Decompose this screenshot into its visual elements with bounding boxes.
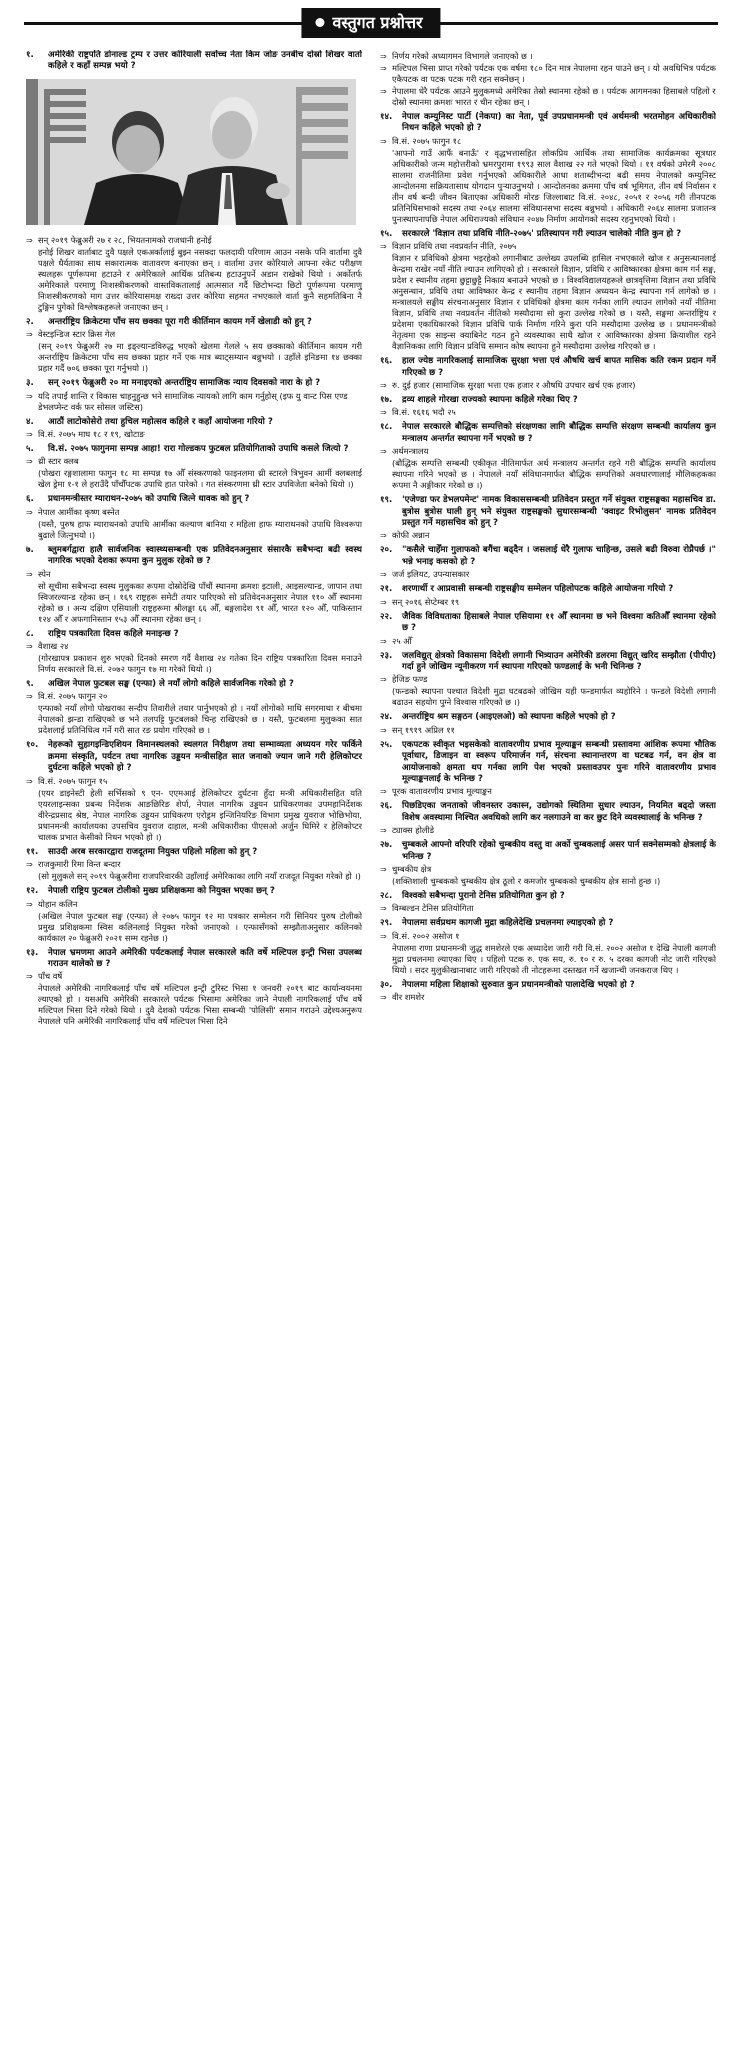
question-item bbox=[26, 948, 362, 1028]
question-item bbox=[380, 840, 716, 887]
question-text: एकपटक स्वीकृत भइसकेको वातावरणीय प्रभाव मूल्याङ्कन सम्बन्धी प्रस्तावमा आंशिक रूपमा भौतिक पूर्वाधार, डिजाइन वा स्वरूप परिमार्जन गर्न, संरचना स्थानान्तरण वा घटबढ गर्न, वन क्षेत्र वा आयोजनाको क्षमता थप गर्नका लागि पेश भएको प्रस्तावउपर पुनः गरिने वातावरणीय प्रभाव मूल्याङ्कनलाई के भनिन्छ ? bbox=[402, 739, 716, 784]
question-text: नेपाल कम्युनिस्ट पार्टी (नेकपा) का नेता, पूर्व उपप्रधानमन्त्री एवं अर्थमन्त्री भरतमोहन अधिकारीको निधन कहिले भएको हो ? bbox=[402, 112, 716, 134]
question-line bbox=[26, 679, 362, 690]
arrow-icon: ⇒ bbox=[26, 569, 33, 579]
answer-note: (सन् २०१९ फेब्रुअरी २७ मा इङ्ल्यान्डविरुद्ध भएको खेलमा गेलले ५ सय छक्काको कीर्तिमान कायम गरी अन्तर्राष्ट्रिय क्रिकेटमा पाँच सय छक्का प्रहार गर्ने एक मात्र ब्याट्सम्यान बन्नुभयो । उहाँले इनिङमा १४ छक्का प्रहार गर्दै ७०६ छक्का पूरा गर्नुभयो ।) bbox=[38, 341, 362, 374]
arrow-icon: ⇒ bbox=[380, 904, 387, 914]
arrow-icon: ⇒ bbox=[380, 87, 387, 96]
arrow-icon: ⇒ bbox=[26, 860, 33, 870]
question-line bbox=[26, 378, 362, 389]
question-line bbox=[26, 847, 362, 858]
question-text: वि.सं. २०७५ फागुनमा सम्पन्न आहा! रारा गोल्डकप फुटबल प्रतियोगिताको उपाधि कसले जित्यो ? bbox=[48, 444, 349, 455]
question-number: २८. bbox=[380, 890, 393, 901]
arrow-icon: ⇒ bbox=[380, 136, 387, 146]
question-item bbox=[26, 417, 362, 440]
question-line bbox=[380, 801, 716, 824]
question-item bbox=[380, 495, 716, 541]
question-line bbox=[26, 948, 362, 971]
question-line bbox=[26, 444, 362, 455]
question-text: प्रधानमन्त्रीस्तर म्याराथन-२०७५ को उपाधि जित्ने धावक को हुन् ? bbox=[48, 494, 250, 505]
arrow-icon: ⇒ bbox=[26, 430, 33, 440]
answer-note: (बौद्धिक सम्पत्ति सम्बन्धी एकीकृत नीतिमार्फत अर्थ मन्त्रालय अन्तर्गत रहने गरी बौद्धिक सम्पत्ति कार्यालय स्थापना गरिने भएको छ । नेपालले नयाँ संविधानमार्फत बौद्धिक सम्पत्तिको अवधारणालाई मौलिकहकका रूपमा नै अङ्गीकार गरेको छ ।) bbox=[392, 458, 716, 491]
question-item bbox=[380, 980, 716, 1003]
question-number: २७. bbox=[380, 840, 393, 851]
answer-text: ट्याक्स होलीडे bbox=[392, 825, 435, 836]
question-number: १६. bbox=[380, 356, 393, 367]
question-line bbox=[26, 494, 362, 505]
bullet-icon bbox=[315, 18, 324, 27]
question-line bbox=[26, 317, 362, 328]
question-number: २२. bbox=[380, 611, 393, 622]
answer-line bbox=[380, 530, 716, 541]
right-column bbox=[380, 50, 716, 2046]
question-item bbox=[26, 494, 362, 540]
question-line bbox=[380, 740, 716, 786]
answer-line bbox=[380, 569, 716, 580]
continued-note bbox=[380, 51, 716, 62]
answer-line bbox=[380, 446, 716, 457]
answer-text: २५ औँ bbox=[392, 635, 412, 646]
arrow-icon: ⇒ bbox=[26, 972, 33, 982]
arrow-icon: ⇒ bbox=[380, 531, 387, 541]
question-number: ९. bbox=[26, 679, 34, 690]
answer-text: थ्री स्टार क्लब bbox=[38, 456, 79, 467]
question-line bbox=[26, 629, 362, 640]
question-number: २९. bbox=[380, 918, 393, 929]
question-text: नेहरूको सुहागइन्डिएशियन विमानस्थलको स्थलगत निरीक्षण तथा सम्भाव्यता अध्ययन गरेर फर्किने क्रममा संस्कृति, पर्यटन तथा नागरिक उड्डयन मन्त्रीसहित सात जनाको ज्यान जाने गरी हेलिकोप्टर दुर्घटना कहिले भएको हो ? bbox=[48, 740, 362, 774]
arrow-icon: ⇒ bbox=[26, 507, 33, 517]
arrow-icon: ⇒ bbox=[380, 787, 387, 797]
question-line bbox=[26, 417, 362, 428]
question-line bbox=[26, 545, 362, 568]
answer-text: वि.सं. २०७५ फागुन २० bbox=[38, 691, 108, 702]
question-line bbox=[380, 840, 716, 863]
answer-note: (पोखरा रङ्गशालामा फागुन १८ मा सम्पन्न १७ औँ संस्करणको फाइनलमा थ्री स्टारले त्रिभुवन आर्मी क्लबलाई खेल ड्रेमा १-१ ले हराउँदै पाँचौँपटक उपाधि हात पारेको । गत संस्करणमा थ्री स्टार उपविजेता बनेको थियो ।) bbox=[38, 468, 362, 490]
question-line bbox=[380, 495, 716, 529]
answer-text: वि.सं. २०७५ माघ १८ र १९, खोटाङ bbox=[38, 429, 145, 440]
question-line bbox=[380, 612, 716, 635]
arrow-icon: ⇒ bbox=[26, 391, 33, 401]
question-text: आठौं लाटोकोसेरो तथा हुचिल महोत्सव कहिले र कहाँ आयोजना गरियो ? bbox=[48, 416, 273, 427]
question-item bbox=[380, 422, 716, 491]
left-column bbox=[26, 50, 362, 2046]
question-item bbox=[380, 612, 716, 647]
arrow-icon: ⇒ bbox=[26, 899, 33, 909]
question-item bbox=[26, 50, 362, 313]
question-item bbox=[26, 886, 362, 943]
question-text: 'एजेण्डा फर डेभलपमेन्ट' नामक विकाससम्बन्धी प्रतिवेदन प्रस्तुत गर्ने संयुक्त राष्ट्रसङ्घका महासचिव डा. बुत्रोस बुत्रोस घाली हुन् भने संयुक्त राष्ट्रसङ्घको सुधारसम्बन्धी 'क्वाइट रिभोलुसन' नामक प्रतिवेदन प्रस्तुत गर्ने महासचिव को हुन् ? bbox=[402, 495, 716, 529]
answer-line bbox=[380, 674, 716, 685]
question-item bbox=[26, 679, 362, 736]
answer-text: योहान कलिन bbox=[38, 898, 78, 909]
answer-note: (फन्डको स्थापना पश्चात विदेशी मुद्रा घटबढको जोखिम यही फन्डमार्फत व्यहोरिने । फन्डले विदेशी लगानी बढाउन सहयोग पुग्ने विश्वास गरिएको छ ।) bbox=[392, 686, 716, 708]
question-number: ५. bbox=[26, 444, 34, 455]
arrow-icon: ⇒ bbox=[380, 570, 387, 580]
answer-note: सो सूचीमा सबैभन्दा स्वस्थ मुलुकका रूपमा दोस्रोदेखि पाँचौं स्थानमा क्रमशः इटाली, आइसल्यान्ड, जापान तथा स्विजरल्यान्ड रहेका छन् । १६९ राष्ट्रहरू समेटी तयार पारिएको सो प्रतिवेदनअनुसार नेपाल ११० औँ स्थानमा रहेको छ । अन्य दक्षिण एसियाली राष्ट्रहरूमा श्रीलङ्का ६६ औँ, बङ्गलादेश ९१ औँ, भारत १२० औँ, पाकिस्तान १२४ औँ र अफगानिस्तान १५३ औँ स्थानमा रहेका छन् । bbox=[38, 580, 362, 624]
answer-line bbox=[380, 380, 716, 391]
question-line bbox=[380, 356, 716, 379]
columns bbox=[26, 50, 716, 2046]
question-text: साउदी अरब सरकारद्वारा राजदूतमा नियुक्त पहिलो महिला को हुन् ? bbox=[48, 846, 258, 857]
answer-text: यदि तपाईं शान्ति र विकास चाहनुहुन्छ भने सामाजिक न्यायको लागि काम गर्नुहोस् (इफ यु वान्ट पिस एण्ड डेभलप्मेन्ट वर्क फर सोसल जस्टिस) bbox=[38, 390, 348, 412]
answer-line bbox=[26, 456, 362, 467]
question-number: २१. bbox=[380, 584, 393, 595]
question-item bbox=[26, 740, 362, 842]
answer-line bbox=[26, 641, 362, 652]
question-text: जलविद्युत् क्षेत्रको विकासमा विदेशी लगानी भित्र्याउन अमेरिकी डलरमा विद्युत् खरिद सम्झौता (पीपीए) गर्दा हुने जोखिम न्यूनीकरण गर्न स्थापना गरिएको फण्डलाई के भनी चिनिन्छ ? bbox=[402, 650, 716, 672]
answer-note: (सो मुलुकले सन् २०१९ फेब्रुअरीमा राजपरिवारकी उहाँलाई अमेरिकाका लागि नयाँ राजदूत नियुक्त गरेको हो ।) bbox=[38, 871, 361, 882]
question-item bbox=[380, 712, 716, 735]
question-item bbox=[380, 545, 716, 580]
question-item bbox=[380, 740, 716, 798]
answer-note: विज्ञान र प्रविधिको क्षेत्रमा भइरहेको लगानीबाट उल्लेख्य उपलब्धि हासिल नभएकाले खोज र अनुसन्धानलाई केन्द्रमा राखेर नयाँ नीति ल्याउन लागिएको हो । सरकारले विज्ञान, प्रविधि र आविष्कारका क्षेत्रमा काम गर्न सङ्घ, प्रदेश र स्थानीय तहमा छुट्टाछुट्टै निकाय बनाउने भएको छ । विश्वविद्यालयहरूले छात्रवृत्तिमा विज्ञान तथा प्रविधि अनुसन्धान, प्रविधि तथा आविष्कार केन्द्र र स्थानीय तहमा विज्ञान अध्ययन केन्द्र स्थापना गर्न लागेको छ । मन्त्रालयले सङ्घीय संरचनाअनुसार विज्ञान र प्रविधिको क्षेत्रमा काम गर्नका लागि ल्याउन लागेको नयाँ नीतिमा विज्ञान, प्रविधि तथा नवप्रवर्तन नीतिको मस्यौदामा सो कुरा उल्लेख गरेको छ । यस्तै, सङ्घमा अन्तर्राष्ट्रिय र प्रदेशमा एकाधिकारको विज्ञान प्रविधि पार्क निर्माण गरिने कुरा पनि मस्यौदामा उल्लेख छ । प्रधानमन्त्रीको नेतृत्वमा एक साइन्स क्याबिनेट गठन हुने व्यवस्थाका साथै खोज र आविष्कारका क्षेत्रमा क्रियाशील रहने वैज्ञानिकका लागि विज्ञान प्रविधि सम्मान कोष स्थापना हुने मस्यौदामा उल्लेख गरिएको छ । bbox=[392, 253, 716, 352]
header-title-box bbox=[301, 8, 440, 38]
question-text: नेपालमा महिला शिक्षाको सुरुवात कुन प्रधानमन्त्रीको पालादेखि भएको हो ? bbox=[402, 979, 635, 990]
question-text: सरकारले 'विज्ञान तथा प्रविधि नीति-२०७५' प्रतिस्थापन गरी ल्याउन चालेको नीति कुन हो ? bbox=[402, 228, 682, 239]
answer-line bbox=[380, 825, 716, 836]
question-number: १३. bbox=[26, 947, 39, 958]
answer-line bbox=[380, 903, 716, 914]
answer-note: 'आफ्नो गाउँ आफैं बनाऊँ' र वृद्धभत्तासहित लोकप्रिय आर्थिक तथा सामाजिक कार्यक्रमका सूत्रधार अधिकारीको जन्म महोत्तरीको भ्रमरपुरामा १९९३ साल वैशाख २२ गते भएको थियो । ११ वर्षको उमेरमै २००८ सालमा राजनीतिमा प्रवेश गर्नुभएको अधिकारीले आधा शताब्दीभन्दा बढी समय नेपालको कम्युनिस्ट आन्दोलनमा सक्रियतासाथ योगदान पुऱ्याउनुभयो । आन्दोलनका क्रममा पाँच वर्ष भूमिगत, तीन वर्ष निर्वासन र तीन वर्ष बन्दी जीवन बिताएका अधिकारी मोरङ जिल्लाबाट वि.सं. २०४८, २०५१ र २०५६ गरी तीनपटक प्रतिनिधिसभाको सदस्य तथा २०६४ सालमा संविधानसभा सदस्य बन्नुभयो । अधिकारी २०६४ सालमा प्रजातन्त्र पुनःस्थापनापछि नेपाल अधिराज्यको संविधान २०४७ निर्माण आयोगको सदस्य रहनुभएको थियो । bbox=[392, 147, 716, 224]
question-line bbox=[380, 651, 716, 674]
answer-text: चुम्बकीय क्षेत्र bbox=[392, 863, 432, 874]
answer-text: अर्थमन्त्रालय bbox=[392, 446, 429, 457]
question-line bbox=[380, 980, 716, 991]
answer-line bbox=[26, 235, 362, 246]
question-line bbox=[26, 740, 362, 774]
question-number: १९. bbox=[380, 495, 393, 506]
answer-text: वीर शमशेर bbox=[392, 992, 425, 1003]
question-number: १४. bbox=[380, 112, 393, 122]
question-item bbox=[380, 584, 716, 607]
arrow-icon: ⇒ bbox=[26, 235, 33, 245]
question-number: १८. bbox=[380, 422, 393, 433]
question-text: नेपाली राष्ट्रिय फुटबल टोलीको मुख्य प्रशिक्षकमा को नियुक्त भएका छन् ? bbox=[48, 886, 275, 897]
header-title: वस्तुगत प्रश्नोत्तर bbox=[332, 13, 423, 32]
answer-text: वि.सं. २०७५ फागुन १५ bbox=[38, 775, 108, 786]
question-number: १२. bbox=[26, 886, 39, 897]
answer-note: हनोई शिखर वार्ताबाट दुवै पक्षले एकअर्कालाई बुझ्न नसक्दा फलदायी परिणाम आउन नसके पनि वार्तामा दुवै पक्षले धैर्यताका साथ सकारात्मक वातावरण बनाएका छन् । वार्तामा उत्तर कोरियाले आफ्ना रकेट परीक्षण स्थलहरू पूर्णरूपमा हटाउने र अमेरिकाले आर्थिक प्रतिबन्ध हटाउनुपर्ने अडान राखेको थियो । अर्कोतर्फ अमेरिकाले परमाणु निःशस्त्रीकरणको वास्तविकतालाई आत्मसात गर्दै छिटोभन्दा छिटो पूर्णरूपमा परमाणु निःशस्त्रीकरणको माग उत्तर कोरियासमक्ष राख्दा उत्तर कोरिया सहमत नभएकाले वार्ता कुनै सहमतिबिना नै टुङ्गिन पुगेको विश्लेषकहरूले जनाएका छन् । bbox=[38, 246, 362, 312]
answer-line bbox=[380, 725, 716, 736]
answer-line bbox=[380, 864, 716, 875]
answer-line bbox=[26, 391, 362, 413]
answer-line bbox=[26, 859, 362, 870]
arrow-icon: ⇒ bbox=[26, 457, 33, 467]
answer-text: वि.सं. २०७५ फागुन १८ bbox=[392, 135, 462, 146]
answer-line bbox=[380, 636, 716, 647]
answer-text: सन् २०१९ फेब्रुअरी २७ र २८, भियतनामको राजधानी हनोई bbox=[38, 234, 212, 245]
answer-note: नेपालले अमेरिकी नागरिकलाई पाँच वर्षे मल्टिपल इन्ट्री टुरिस्ट भिसा १ जनवरी २०१९ बाट कार्यान्वयनमा ल्याएको हो । यसअघि अमेरिकी सरकारले पर्यटक भिसामा अमेरिका जाने नेपाली नागरिकलाई पाँच वर्षे मल्टिपल भिसा दिने गरेको थियो । दुवै देशको पर्यटक भिसा सम्बन्धी 'पोलिसी' समान गराउने उद्देश्यअनुरूप नेपालले पनि अमेरिकी नागरिकलाई पाँच वर्षे मल्टिपल भिसा दिने bbox=[38, 983, 362, 1027]
answer-line bbox=[26, 691, 362, 702]
answer-line bbox=[26, 971, 362, 982]
answer-text: नेपाल आर्मीका कृष्ण बस्नेत bbox=[38, 506, 120, 517]
question-line bbox=[26, 50, 362, 73]
arrow-icon: ⇒ bbox=[380, 447, 387, 457]
question-line bbox=[380, 112, 716, 135]
continued-note-text: निर्णय गरेको अध्यागमन विभागले जनाएको छ । bbox=[392, 51, 533, 61]
arrow-icon: ⇒ bbox=[380, 993, 387, 1003]
arrow-icon: ⇒ bbox=[380, 597, 387, 607]
arrow-icon: ⇒ bbox=[380, 931, 387, 941]
question-text: अखिल नेपाल फुटबल सङ्घ (एन्फा) ले नयाँ लोगो कहिले सार्वजनिक गरेको हो ? bbox=[48, 679, 294, 690]
question-number: ४. bbox=[26, 416, 34, 427]
question-number: २०. bbox=[380, 545, 393, 556]
question-number: १. bbox=[26, 50, 34, 60]
arrow-icon: ⇒ bbox=[380, 725, 387, 735]
question-text: राष्ट्रिय पत्रकारिता दिवस कहिले मनाइन्छ ? bbox=[48, 628, 179, 639]
arrow-icon: ⇒ bbox=[380, 64, 387, 73]
answer-note: एन्फाको नयाँ लोगो पोखराका सन्दीप तिवारीले तयार पार्नुभएको हो । नयाँ लोगोको माथि सगरमाथा र बीचमा नेपालको झन्डा राखिएको छ भने तलपट्टि फुटबलको चिन्ह राखिएको छ । यस्तै, फुटबलमा मुलुकका सात प्रदेशलाई प्रतिनिधित्व गर्ने गरी सात रङ प्रयोग गरिएको छ । bbox=[38, 703, 362, 736]
question-number: ६. bbox=[26, 494, 34, 505]
arrow-icon: ⇒ bbox=[380, 675, 387, 685]
question-text: शरणार्थी र आप्रवासी सम्बन्धी राष्ट्रसङ्घीय सम्मेलन पहिलोपटक कहिले आयोजना गरियो ? bbox=[402, 584, 674, 595]
answer-line bbox=[26, 569, 362, 580]
answer-line bbox=[380, 241, 716, 252]
answer-text: पूरक वातावरणीय प्रभाव मूल्याङ्कन bbox=[392, 786, 492, 797]
arrow-icon: ⇒ bbox=[380, 381, 387, 391]
answer-line bbox=[380, 407, 716, 418]
arrow-icon: ⇒ bbox=[380, 826, 387, 836]
arrow-icon: ⇒ bbox=[380, 52, 387, 61]
news-photo bbox=[26, 79, 356, 225]
question-item bbox=[380, 395, 716, 418]
answer-line bbox=[26, 776, 362, 787]
question-item bbox=[380, 112, 716, 225]
question-number: १५. bbox=[380, 228, 393, 239]
question-number: १७. bbox=[380, 395, 393, 406]
continued-note-text: मल्टिपल भिसा प्राप्त गरेको पर्यटक एक वर्षमा १८० दिन मात्र नेपालमा रहन पाउने छन् । यो अवधिभित्र पर्यटक एकैपटक वा पटक पटक गरी रहन सक्नेछन् । bbox=[392, 63, 716, 84]
question-item bbox=[380, 891, 716, 914]
arrow-icon: ⇒ bbox=[26, 642, 33, 652]
answer-note: नेपालमा राणा प्रधानमन्त्री जुद्ध शमशेरले एक अध्यादेश जारी गरी वि.सं. २००२ असोज १ देखि नेपाली कागजी मुद्रा प्रचलनमा ल्याएका थिए । पहिलो पटक रु. एक सय, रु. १० र रु. ५ दरका कागजी नोट जारी गरिएको थियो । सदर मुलुकीखानाबाट जारी गरिएको ती नोटहरूमा दस्तखत गर्ने खजान्ची जनकराज थिए । bbox=[392, 942, 716, 975]
answer-note: (गोरखापत्र प्रकाशन शुरु भएको दिनको स्मरण गर्दै वैशाख २४ गतेका दिन राष्ट्रिय पत्रकारिता दिवस मनाउने निर्णय सरकारले वि.सं. २०७२ फागुन १७ मा गरेको थियो ।) bbox=[38, 653, 362, 675]
answer-line bbox=[380, 597, 716, 608]
question-item bbox=[380, 229, 716, 352]
answer-text: सन् १९१९ अप्रिल ११ bbox=[392, 724, 455, 735]
question-number: ११. bbox=[26, 846, 39, 857]
question-item bbox=[26, 629, 362, 675]
arrow-icon: ⇒ bbox=[380, 864, 387, 874]
arrow-icon: ⇒ bbox=[26, 776, 33, 786]
question-number: ३०. bbox=[380, 979, 393, 990]
arrow-icon: ⇒ bbox=[26, 692, 33, 702]
question-item bbox=[26, 317, 362, 374]
question-number: ७. bbox=[26, 544, 34, 555]
question-line bbox=[26, 886, 362, 897]
question-number: ८. bbox=[26, 628, 34, 639]
question-text: सन् २०१९ फेब्रुअरी २० मा मनाइएको अन्तर्राष्ट्रिय सामाजिक न्याय दिवसको नारा के हो ? bbox=[48, 378, 321, 389]
answer-note: (शक्तिशाली चुम्बकको चुम्बकीय क्षेत्र ठूलो र कमजोर चुम्बकको चुम्बकीय क्षेत्र सानो हुन्छ ।) bbox=[392, 875, 661, 886]
answer-line bbox=[380, 931, 716, 942]
question-item bbox=[26, 378, 362, 412]
question-text: नेपालमा सर्वप्रथम कागजी मुद्रा कहिलेदेखि प्रचलनमा ल्याइएको हो ? bbox=[402, 918, 614, 929]
continued-note bbox=[380, 86, 716, 108]
answer-line bbox=[26, 899, 362, 910]
continued-note-text: नेपालमा धेरै पर्यटक आउने मुलुकमध्ये अमेरिका तेस्रो स्थानमा रहेको छ । पर्यटक आगमनका हिसाबले पहिलो र दोस्रो स्थानमा क्रमशः भारत र चीन रहेका छन् । bbox=[392, 86, 716, 107]
question-item bbox=[26, 545, 362, 625]
question-text: जैविक विविधताका हिसाबले नेपाल एसियामा ११ औँ स्थानमा छ भने विश्वमा कतिऔँ स्थानमा रहेको छ ? bbox=[402, 611, 716, 634]
question-line bbox=[380, 918, 716, 929]
question-text: अन्तर्राष्ट्रिय श्रम सङ्गठन (आइएलओ) को स्थापना कहिले भएको हो ? bbox=[402, 712, 616, 723]
question-text: नेपाल सरकारले बौद्धिक सम्पत्तिको संरक्षणका लागि बौद्धिक सम्पत्ति संरक्षण सम्बन्धी कार्यालय कुन मन्त्रालय अन्तर्गत स्थापना गर्ने भएको छ ? bbox=[402, 422, 716, 444]
photo-two-leaders-icon bbox=[26, 79, 356, 225]
question-number: २४. bbox=[380, 712, 393, 723]
answer-text: वेस्टइन्डिज स्टार क्रिस गेल bbox=[38, 329, 116, 340]
answer-note: (अखिल नेपाल फुटबल सङ्घ (एन्फा) ले २०७५ फागुन १२ मा पत्रकार सम्मेलन गरी सिनियर पुरुष टोलीको प्रमुख प्रशिक्षकमा स्विस कलिनलाई नियुक्त गरेको जनाएको । एन्फासँगको सम्झौताअनुसार कलिनको कार्यकाल २० फेब्रुअरी २०२१ सम्म रहनेछ ।) bbox=[38, 910, 362, 943]
question-number: १०. bbox=[26, 740, 39, 751]
answer-line bbox=[26, 329, 362, 340]
question-item bbox=[380, 651, 716, 709]
answer-line bbox=[26, 429, 362, 440]
arrow-icon: ⇒ bbox=[380, 242, 387, 252]
arrow-icon: ⇒ bbox=[380, 636, 387, 646]
answer-text: रु. दुई हजार (सामाजिक सुरक्षा भत्ता एक हजार र औषधि उपचार खर्च एक हजार) bbox=[392, 380, 636, 391]
question-text: नेपाल भ्रमणमा आउने अमेरिकी पर्यटकलाई नेपाल सरकारले कति वर्षे मल्टिपल इन्ट्री भिसा उपलब्ध गराउन थालेको छ ? bbox=[48, 947, 362, 969]
question-text: विश्वको सबैभन्दा पुरानो टेनिस प्रतियोगिता कुन हो ? bbox=[402, 890, 565, 901]
section-header bbox=[24, 8, 718, 38]
question-line bbox=[380, 545, 716, 568]
answer-note: (यस्तै, पुरुष हाफ म्याराथनको उपाधि आर्मीका कल्याण बानिया र महिला हाफ म्याराथनको उपाधि विश्वरूपा बुढाले जित्नुभयो ।) bbox=[38, 518, 362, 540]
answer-text: जर्ज इलियट, उपन्यासकार bbox=[392, 569, 470, 580]
question-number: ३. bbox=[26, 378, 34, 389]
arrow-icon: ⇒ bbox=[26, 330, 33, 340]
answer-text: वि.सं. १६१६ भदौ २५ bbox=[392, 407, 456, 418]
question-item bbox=[26, 847, 362, 882]
answer-line bbox=[380, 992, 716, 1003]
answer-text: स्पेन bbox=[38, 568, 51, 579]
answer-text: कोफी अन्नान bbox=[392, 530, 430, 541]
arrow-icon: ⇒ bbox=[380, 408, 387, 418]
question-line bbox=[380, 891, 716, 902]
question-text: हाल ज्येष्ठ नागरिकलाई सामाजिक सुरक्षा भत्ता एवं औषधि खर्च बापत मासिक कति रकम प्रदान गर्ने गरिएको छ ? bbox=[402, 356, 716, 378]
answer-text: पाँच वर्षे bbox=[38, 971, 63, 982]
question-number: २५. bbox=[380, 739, 393, 750]
question-text: द्रव्य शाहले गोरखा राज्यको स्थापना कहिले गरेका थिए ? bbox=[402, 395, 578, 406]
question-line bbox=[380, 712, 716, 723]
answer-text: सन् २०१६ सेप्टेम्बर १९ bbox=[392, 596, 460, 607]
answer-text: राजकुमारी रिमा विन्त बन्दार bbox=[38, 859, 121, 870]
question-item bbox=[380, 356, 716, 391]
question-number: २६. bbox=[380, 801, 393, 812]
question-item bbox=[380, 801, 716, 836]
question-text: चुम्बकले आफ्नो वरिपरि रहेको चुम्बकीय वस्तु वा अर्को चुम्बकलाई असर पार्न सक्नेसम्मको क्षेत्रलाई के भनिन्छ ? bbox=[402, 840, 716, 862]
answer-text: विज्ञान प्रविधि तथा नवप्रवर्तन नीति, २०७५ bbox=[392, 241, 517, 252]
question-text: ब्लुमबर्गद्वारा हालै सार्वजनिक स्वास्थ्यसम्बन्धी एक प्रतिवेदनअनुसार संसारकै सबैभन्दा बढी स्वस्थ नागरिक भएको देशका रूपमा कुन मुलुक रहेको छ ? bbox=[48, 544, 362, 567]
question-line bbox=[380, 395, 716, 406]
answer-text: वि.सं. २००२ असोज १ bbox=[392, 930, 460, 941]
answer-text: वैशाख २४ bbox=[38, 641, 69, 652]
question-line bbox=[380, 584, 716, 595]
question-text: अमेरिकी राष्ट्रपति डोनाल्ड ट्रम्प र उत्तर कोरियाली सर्वोच्च नेता किम जोङ उनबीच दोस्रो शिखर वार्ता कहिले र कहाँ सम्पन्न भयो ? bbox=[48, 50, 362, 72]
question-number: २३. bbox=[380, 650, 393, 661]
question-line bbox=[380, 422, 716, 445]
question-item bbox=[380, 918, 716, 975]
question-line bbox=[380, 229, 716, 240]
answer-text: विम्बल्डन टेनिस प्रतियोगिता bbox=[392, 903, 474, 914]
question-text: पिछडिएका जनताको जीवनस्तर उकास्न, उद्योगको स्थितिमा सुधार ल्याउन, नियमित बढ्दो जस्ता विशेष अवस्थामा निश्चित अवधिको लागि कर नलगाउने वा कर छुट दिने व्यवस्थालाई के भनिन्छ ? bbox=[402, 801, 716, 823]
answer-line bbox=[26, 507, 362, 518]
answer-note: (एयर डाइनेस्टी हेली सर्भिसको ९ एन- एएमआई हेलिकोप्टर दुर्घटना हुँदा मन्त्री अधिकारीसहित यति एयरलाइन्सका प्रबन्ध निर्देशक आङछिरिङ शेर्पा, नेपाल नागरिक उड्डयन प्राधिकरणका उपमहानिर्देशक वीरेन्द्रप्रसाद श्रेष्ठ, नेपाल नागरिक उड्डयन प्राधिकरण एरोड्रम इन्जिनियरिङ विभाग प्रमुख युवराज भोछिभोया, प्रधानमन्त्री कार्यालयका उपसचिव युवराज दाहाल, मन्त्री अधिकारीका पीएसओ अर्जुन घिमिरे र हेलिकोप्टर चालक प्रभात केसीको निधन भएको हो ।) bbox=[38, 787, 362, 842]
answer-line bbox=[380, 136, 716, 147]
answer-line bbox=[380, 786, 716, 797]
question-text: अन्तर्राष्ट्रिय क्रिकेटमा पाँच सय छक्का पूरा गरी कीर्तिमान कायम गर्ने खेलाडी को हुन् ? bbox=[48, 316, 312, 327]
question-text: "कसैले चाहेँमा गुलाफको बगैंचा बढ्दैन । जसलाई धेरै गुलाफ चाहिन्छ, उसले बढी विरुवा रोप्नैपर्छ ।" भन्ने भनाइ कसको हो ? bbox=[402, 545, 716, 567]
continued-note bbox=[380, 63, 716, 85]
answer-text: हेजिङ फण्ड bbox=[392, 674, 428, 685]
question-item bbox=[26, 444, 362, 490]
question-number: २. bbox=[26, 316, 34, 327]
